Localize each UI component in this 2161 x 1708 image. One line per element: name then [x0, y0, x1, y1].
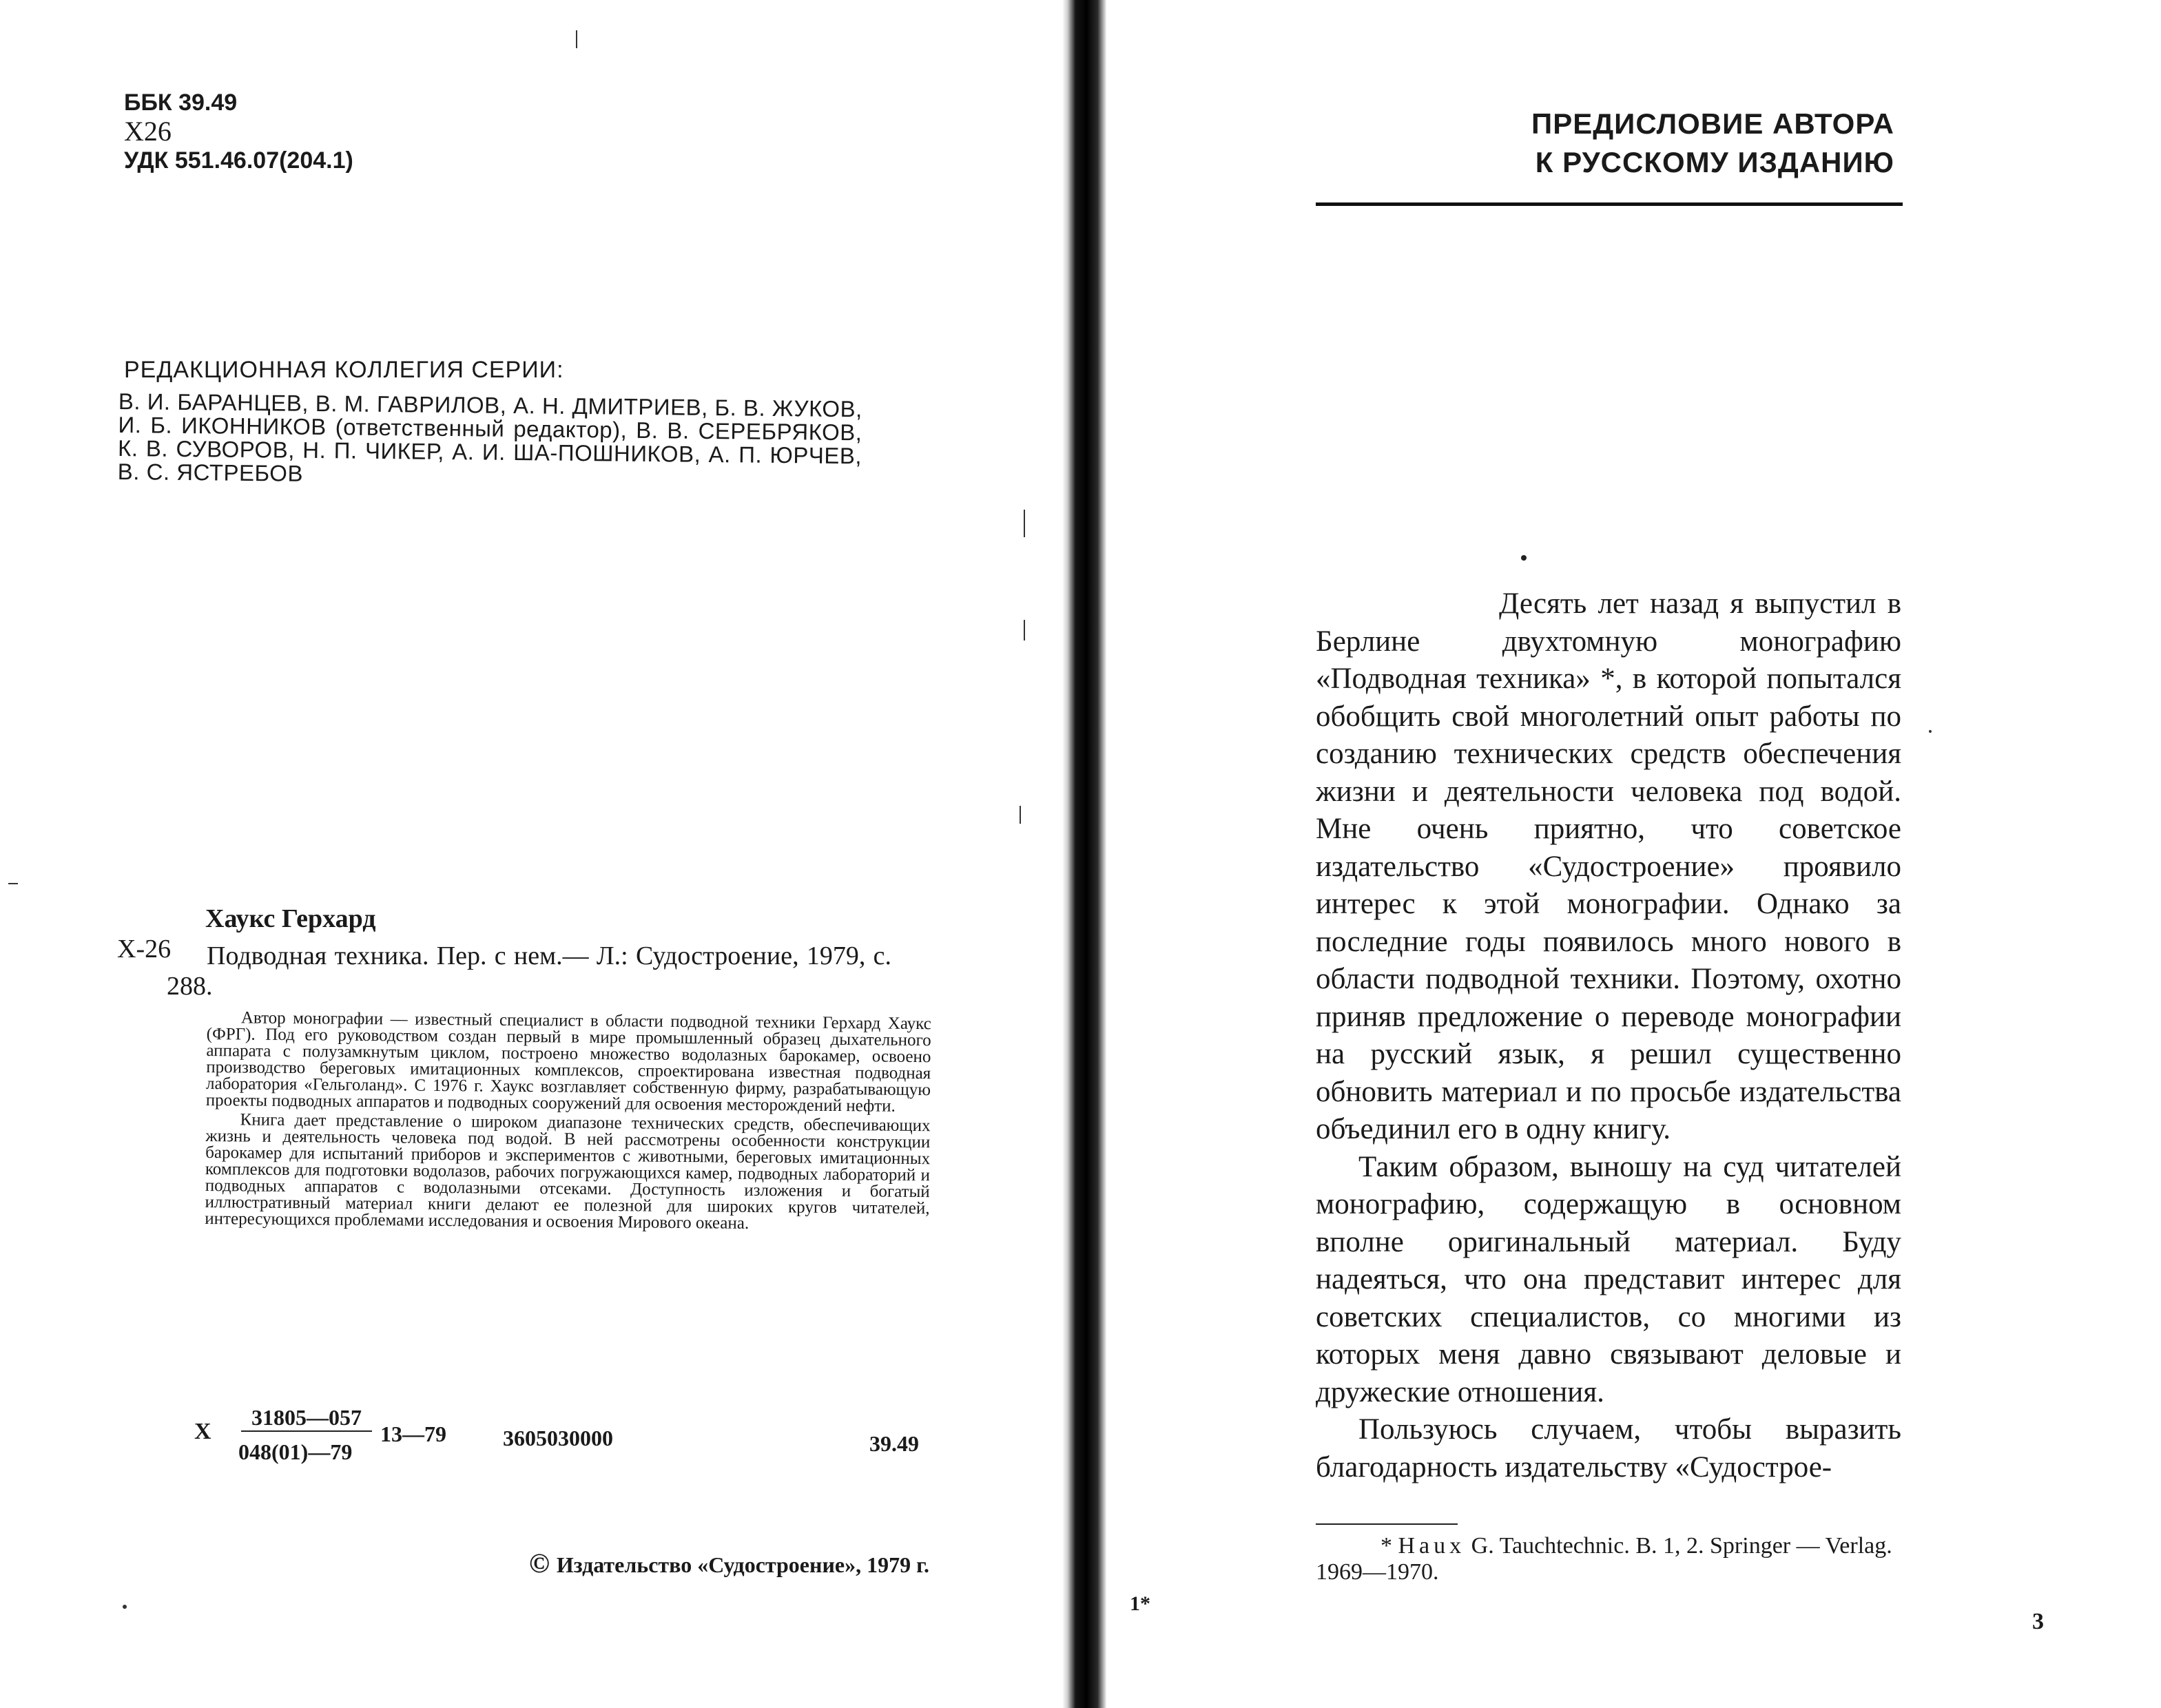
book-spine — [1062, 0, 1106, 1708]
udk-code: УДК 551.46.07(204.1) — [124, 147, 353, 174]
classification-denominator: 048(01)—79 — [238, 1439, 353, 1464]
signature-mark: 1* — [1130, 1592, 1150, 1615]
footnote-mark: * — [1381, 1533, 1398, 1559]
bibliographic-record: Подводная техника. Пер. с нем.— Л.: Судостроение, 1979, с. 288. — [167, 941, 891, 1001]
editorial-board-block — [103, 386, 889, 510]
preface-body — [1316, 585, 1901, 1486]
body-paragraph: Таким образом, выношу на суд читателей монографию, содержащую в основном вполне оригинальный материал. Буду надеяться, что она представит интерес для советских специалистов, со многими из которых меня давно связывают деловые и дружеские отношения. — [1316, 1150, 1901, 1408]
heading-line: ПРЕДИСЛОВИЕ АВТОРА — [1531, 107, 1894, 140]
footnote-rule — [1316, 1523, 1458, 1525]
stray-dot — [1521, 555, 1527, 561]
classification-letter: Х — [194, 1419, 211, 1444]
body-paragraph: Десять лет назад я выпустил в Берлине двухтомную монографию «Подводная техника» *, в которой попытался обобщить свой многолетний опыт работы по созданию технических средств обеспечения жизни и деятельности человека под водой. Мне очень приятно, что советское издательство «Судостроение» проявило интерес к этой монографии. Однако за последние годы появилось много нового в области подводной техники. Поэтому, охотно приняв предложение о переводе монографии на русский язык, я решил существенно обновить материал и по просьбе издательства объединил его в одну книгу. — [1316, 587, 1901, 1145]
classification-code: 39.49 — [869, 1431, 919, 1456]
classification-code: 13—79 — [380, 1421, 446, 1446]
footnote-text: G. Tauchtechnic. B. 1, 2. Springer — Verlag. 1969—1970. — [1316, 1533, 1892, 1585]
scan-speck — [1929, 730, 1932, 733]
editorial-board-title: РЕДАКЦИОННАЯ КОЛЛЕГИЯ СЕРИИ: — [124, 357, 564, 383]
chapter-heading — [1309, 105, 1894, 182]
footnote-author: Haux — [1398, 1533, 1466, 1559]
scan-speck — [1020, 806, 1021, 824]
body-paragraph: Пользуюсь случаем, чтобы выразить благодарность издательству «Судострое- — [1316, 1413, 1901, 1483]
footnote — [1316, 1533, 1903, 1585]
scan-speck — [576, 30, 577, 48]
copyright-line — [529, 1547, 929, 1579]
scan-speck — [8, 883, 18, 884]
scan-speck — [1024, 620, 1025, 640]
classification-code: 3605030000 — [503, 1426, 613, 1450]
bbk-code: ББК 39.49 — [124, 90, 238, 116]
annotation — [205, 1010, 931, 1236]
classification-numerator: 31805—057 — [241, 1405, 372, 1432]
copyright-icon: © — [529, 1548, 550, 1579]
catalog-index: Х-26 — [117, 935, 172, 964]
annotation-paragraph: Книга дает представление о широком диапазоне технических средств, обеспечивающих жизнь и деятельность человека под водой. В ней рассмотрены особенности конструкции барокамер для испытаний приборов и экспериментов с животными, береговых имитационных комплексов для подготовки водолазов, рабочих погружающихся камер, подводных лабораторий и подводных аппаратов с водолазными отсеками. Доступность изложения и богатый иллюстративный материал книги делают ее полезной для широких кругов читателей, интересующихся проблемами исследования и освоения Мирового океана. — [205, 1110, 931, 1233]
page-number: 3 — [2032, 1609, 2044, 1634]
heading-rule — [1316, 202, 1903, 206]
scan-speck — [1024, 510, 1025, 537]
heading-line: К РУССКОМУ ИЗДАНИЮ — [1535, 146, 1894, 178]
author-code: Х26 — [124, 116, 172, 147]
author-name: Хаукс Герхард — [205, 904, 376, 933]
catalog-codes — [124, 88, 353, 175]
scan-speck — [123, 1605, 127, 1609]
editorial-board-members: В. И. БАРАНЦЕВ, В. М. ГАВРИЛОВ, А. Н. ДМИТРИЕВ, Б. В. ЖУКОВ, И. Б. ИКОННИКОВ (ответственный редактор), В. В. СЕРЕБРЯКОВ, К. В. СУВОРОВ, Н. П. ЧИКЕР, А. И. ША-ПОШНИКОВ, А. П. ЮРЧЕВ, В. С. ЯСТРЕБОВ — [117, 388, 862, 486]
copyright-text: Издательство «Судостроение», 1979 г. — [556, 1552, 929, 1577]
annotation-paragraph: Автор монографии — известный специалист в области подводной техники Герхард Хаукс (ФРГ). Под его руководством создан первый в мире промышленный образец дыхательного аппарата с полузамкнутым циклом, построено множество водолазных барокамер, освоено производство береговых имитационных комплексов, спроектирована известная подводная лаборатория «Гельголанд». С 1976 г. Хаукс возглавляет собственную фирму, разрабатывающую проекты подводных аппаратов и подводных сооружений для освоения месторождений нефти. — [205, 1008, 931, 1116]
